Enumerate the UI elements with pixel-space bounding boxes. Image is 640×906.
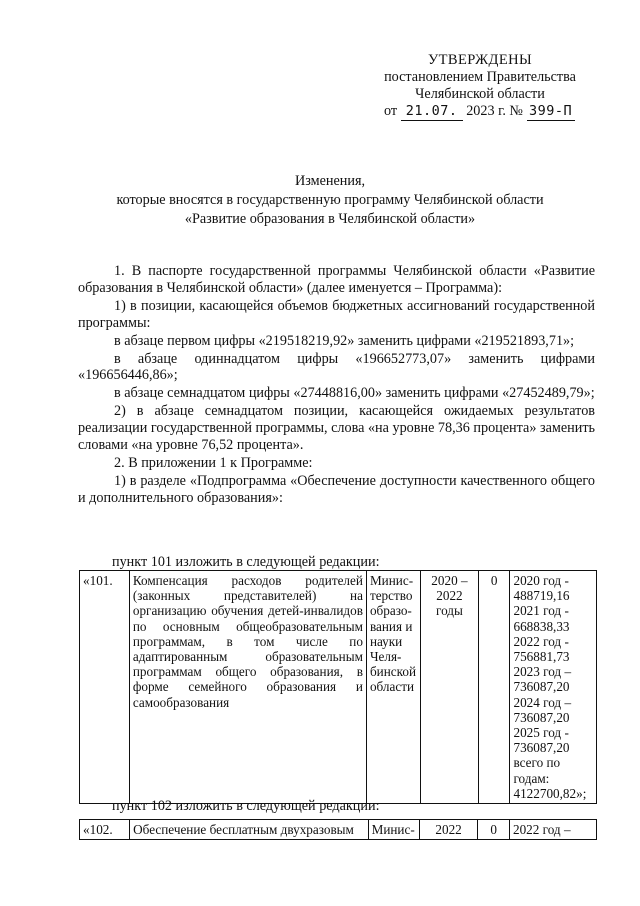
item-executor: Минис- <box>368 820 419 840</box>
funding-year: 2022 год - <box>513 633 569 649</box>
item-period: 2020 – 2022 годы <box>420 571 478 804</box>
funding-value: 668838,33 <box>513 618 570 634</box>
heading-line-2: которые вносятся в государственную программу Челябинской области <box>116 192 544 208</box>
funding-year: 2025 год - <box>513 725 569 741</box>
funding-year: 2023 год – <box>513 664 572 680</box>
funding-year: 2021 год - <box>513 603 569 619</box>
item-executor: Минис- терство образо- вания и науки Челя- бинской области <box>366 571 420 804</box>
paragraph-1: 1. В паспорте государственной программы Челябинской области «Развитие образования в Челябинской области» (далее именуется – Программа): <box>78 263 595 296</box>
document-body <box>78 263 595 506</box>
item-period: 2022 <box>419 820 477 840</box>
funding-value: 736087,20 <box>513 679 570 695</box>
approval-date-line <box>360 103 600 121</box>
table-item-101 <box>79 570 597 804</box>
paragraph-8: 1) в разделе «Подпрограмма «Обеспечение доступности качественного общего и дополнительного образования»: <box>78 472 595 506</box>
approval-year: 2023 г. № <box>466 103 523 119</box>
funding-year: 2024 год – <box>513 694 572 710</box>
funding-year: 2020 год - <box>513 573 569 588</box>
approval-line-2: Челябинской области <box>415 86 545 102</box>
item-description: Компенсация расходов родителей (законных представителей) на организацию обучения детей-инвалидов по основным общеобразовательным программам, в том числе по адаптированным образовательным программам общего образования, в форме семейного образования и самообразования <box>129 571 366 804</box>
paragraph-4: в абзаце одиннадцатом цифры «196652773,07» заменить цифрами «196656446,86»; <box>78 350 595 384</box>
approval-block <box>360 52 600 121</box>
approval-title: УТВЕРЖДЕНЫ <box>427 52 533 68</box>
item-number: «101. <box>80 571 130 804</box>
paragraph-6: 2) в абзаце семнадцатом позиции, касающейся ожидаемых результатов реализации государственной программы, слова «на уровне 78,36 процента» заменить словами «на уровне 76,52 процента». <box>78 403 595 453</box>
table-row <box>80 820 597 840</box>
approval-number: 399-П <box>527 103 575 121</box>
item-number: «102. <box>80 820 130 840</box>
item-funding <box>510 571 597 804</box>
paragraph-7: 2. В приложении 1 к Программе: <box>114 454 313 471</box>
table-item-102 <box>79 819 597 840</box>
paragraph-3: в абзаце первом цифры «219518219,92» заменить цифрами «219521893,71»; <box>114 332 575 349</box>
table-row <box>80 571 597 804</box>
funding-total-value: 4122700,82»; <box>513 785 587 801</box>
paragraph-9: пункт 101 изложить в следующей редакции: <box>112 554 380 570</box>
paragraph-2: 1) в позиции, касающейся объемов бюджетных ассигнований государственной программы: <box>78 297 595 331</box>
paragraph-10: пункт 102 изложить в следующей редакции: <box>112 798 380 814</box>
funding-value: 736087,20 <box>513 709 570 725</box>
funding-value: 736087,20 <box>513 740 570 756</box>
item-description: Обеспечение бесплатным двухразовым <box>130 820 368 840</box>
item-col5: 0 <box>478 820 510 840</box>
approval-date: 21.07. <box>401 103 463 121</box>
heading-line-3: «Развитие образования в Челябинской области» <box>184 211 476 227</box>
item-col5: 0 <box>478 571 510 804</box>
heading-line-1: Изменения, <box>294 173 366 189</box>
paragraph-5: в абзаце семнадцатом цифры «27448816,00» заменить цифрами «27452489,79»; <box>114 385 595 402</box>
approval-line-1: постановлением Правительства <box>384 69 576 85</box>
funding-value: 756881,73 <box>513 649 570 665</box>
approval-from: от <box>384 103 398 119</box>
item-funding: 2022 год – <box>509 820 596 840</box>
document-heading <box>60 172 600 229</box>
funding-total-label: всего по годам: <box>513 755 561 786</box>
funding-value: 488719,16 <box>513 588 570 604</box>
